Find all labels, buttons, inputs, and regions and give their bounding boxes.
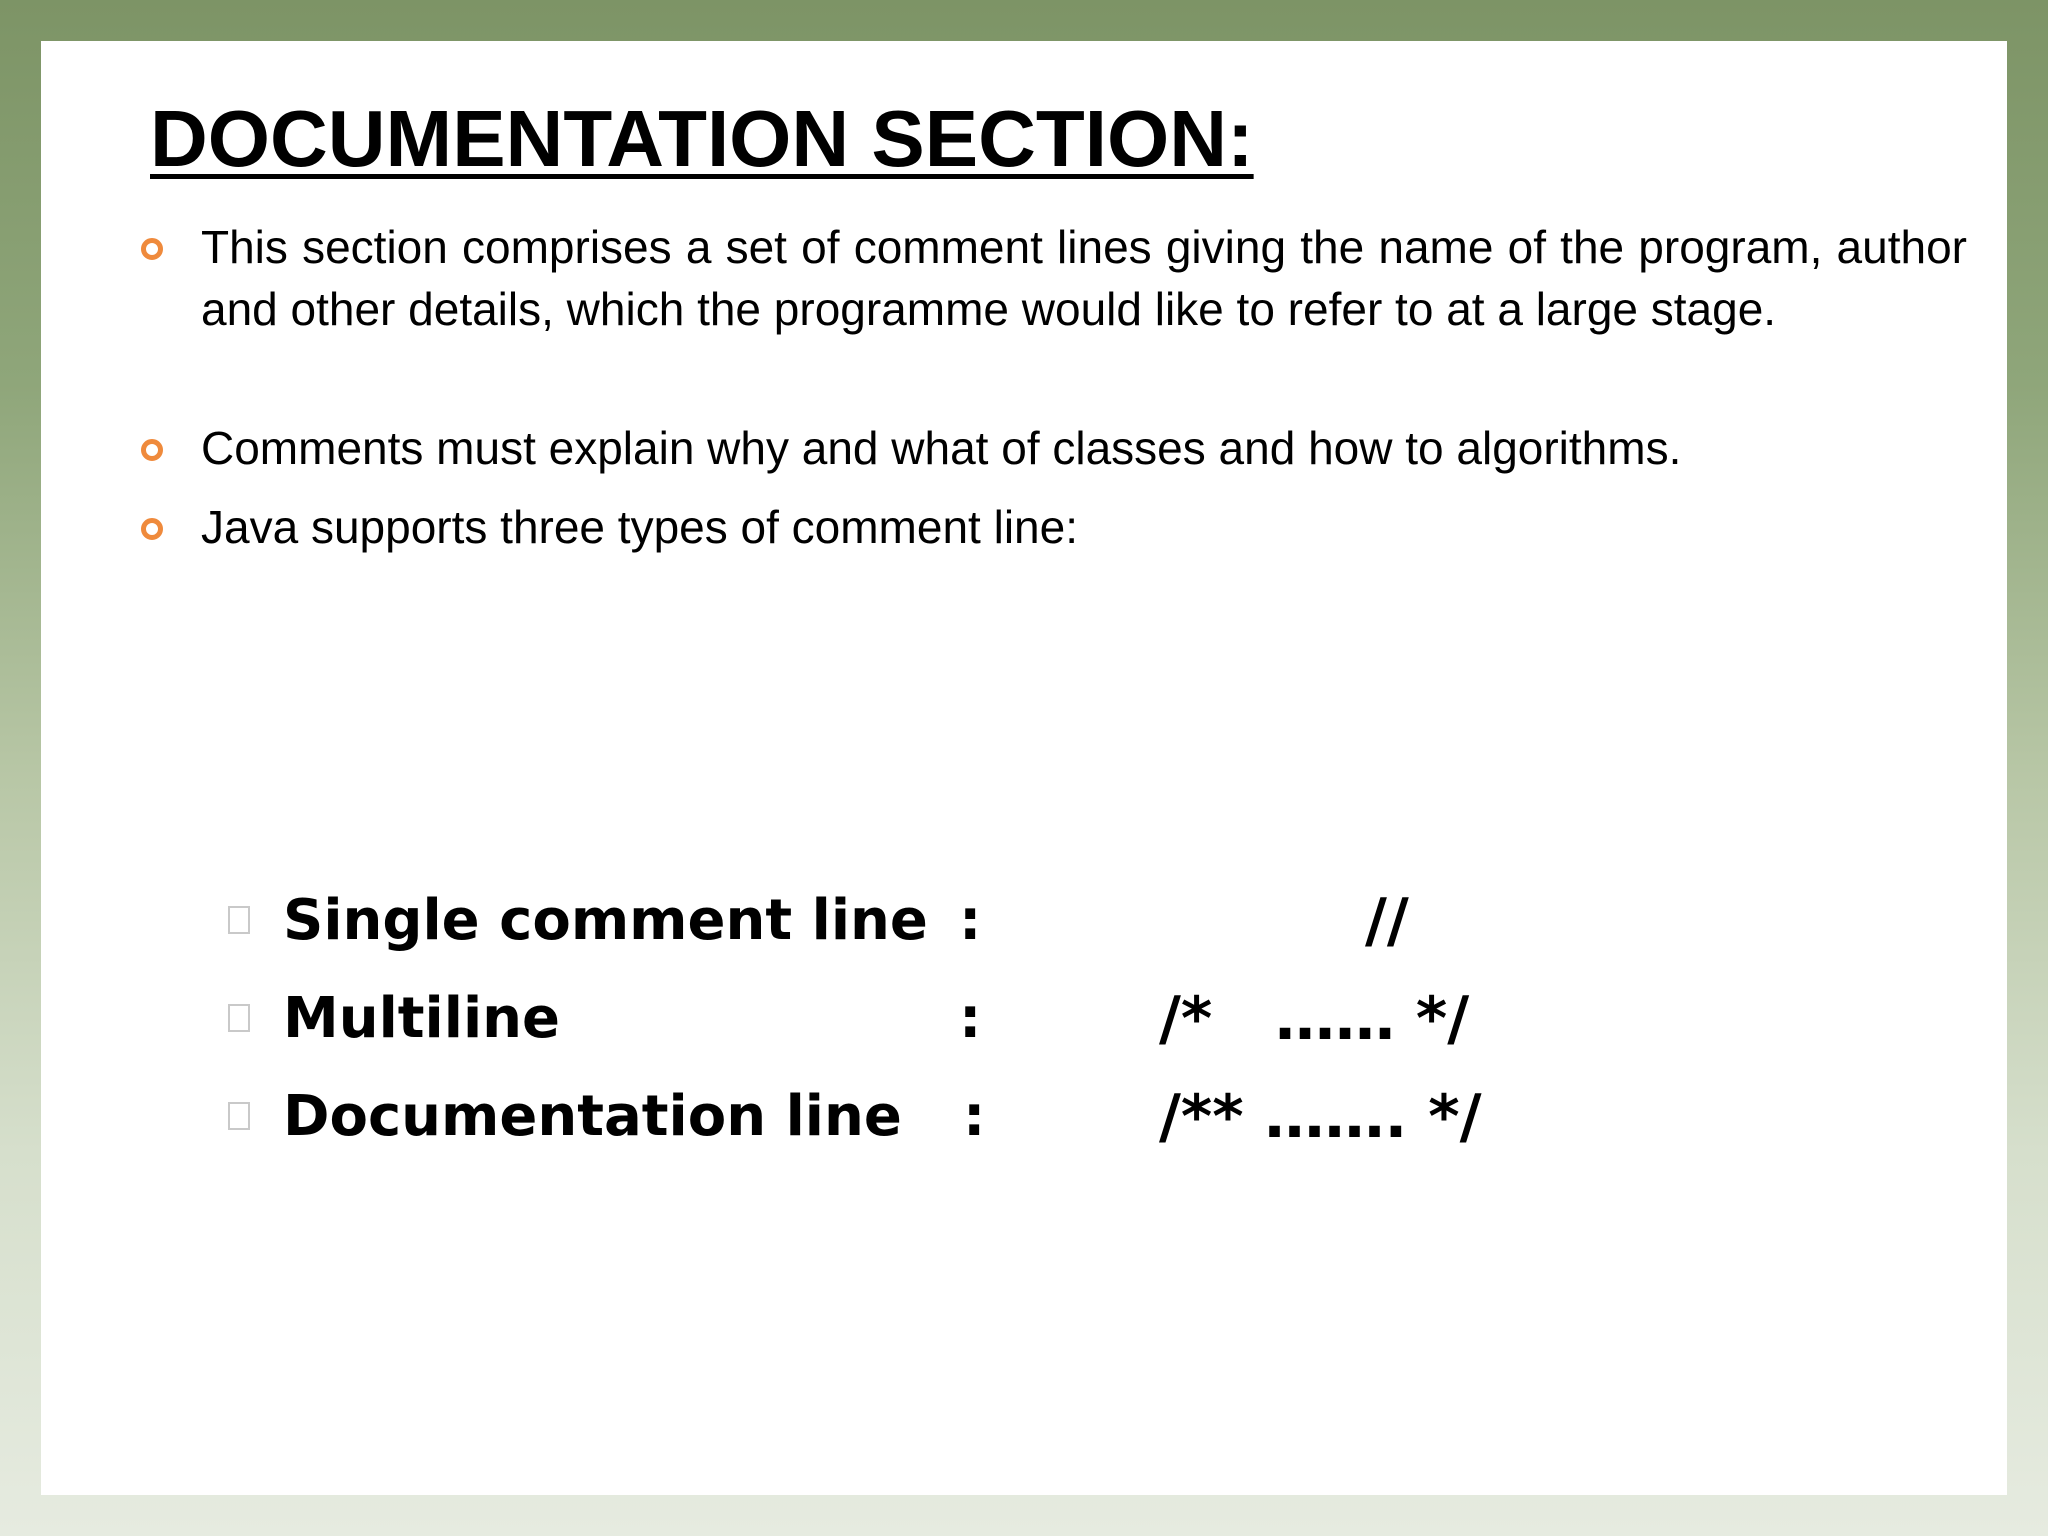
comment-type-label: Documentation line [283, 1084, 902, 1149]
comment-type-syntax: // [1365, 886, 1409, 956]
slide-title: DOCUMENTATION SECTION: [150, 94, 1254, 183]
empty-box-icon [228, 906, 250, 934]
comment-type-syntax: /* …… */ [1159, 984, 1470, 1054]
empty-box-icon [228, 1102, 250, 1130]
bullet-item [201, 417, 1967, 479]
comment-type-colon: : [959, 888, 982, 953]
bullet-text: Java supports three types of comment line: [201, 501, 1078, 553]
bullet-text: Comments must explain why and what of classes and how to algorithms. [201, 422, 1682, 474]
orange-ring-icon [141, 518, 163, 540]
comment-type-syntax: /** ……. */ [1159, 1082, 1482, 1152]
comment-type-colon: : [963, 1084, 986, 1149]
comment-type-label: Single comment line [283, 888, 928, 953]
comment-type-colon: : [959, 986, 982, 1051]
comment-type-row [41, 881, 2007, 961]
bullet-text: This section comprises a set of comment lines giving the name of the program, author and other details, which the programme would like to refer to at a large stage. [201, 221, 1967, 335]
comment-type-row [41, 979, 2007, 1059]
comment-type-row [41, 1077, 2007, 1157]
orange-ring-icon [141, 439, 163, 461]
comment-type-label: Multiline [283, 986, 560, 1051]
empty-box-icon [228, 1004, 250, 1032]
bullet-item [201, 216, 1967, 340]
bullet-item [201, 496, 1967, 558]
orange-ring-icon [141, 238, 163, 260]
slide [41, 41, 2007, 1495]
